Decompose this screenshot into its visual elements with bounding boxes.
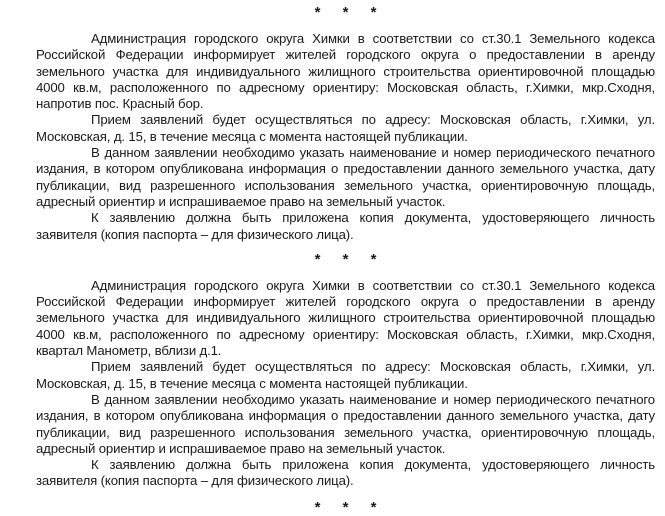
notice-1-application-address-paragraph: Прием заявлений будет осуществляться по адресу: Московская область, г.Химки, ул. Московская, д. 15, в течение месяца с момента настоящей публикации. <box>36 112 655 144</box>
section-separator-bottom: * * * <box>314 498 386 516</box>
newspaper-notices-column <box>36 0 655 516</box>
notice-2-application-address-paragraph: Прием заявлений будет осуществляться по адресу: Московская область, г.Химки, ул. Московская, д. 15, в течение месяца с момента настоящей публикации. <box>36 359 655 391</box>
notice-1-announcement-paragraph: Администрация городского округа Химки в соответствии со ст.30.1 Земельного кодекса Российской Федерации информирует жителей городского округа о предоставлении в аренду земельного участка для индивидуального жилищного строительства ориентировочной площадью 4000 кв.м, расположенного по адресному ориентиру: Московская область, г.Химки, мкр.Сходня, напротив пос. Красный бор. <box>36 31 655 112</box>
notice-2-documents-paragraph: К заявлению должна быть приложена копия документа, удостоверяющего личность заявителя (копия паспорта – для физического лица). <box>36 457 655 489</box>
notice-2-application-requirements-paragraph: В данном заявлении необходимо указать наименование и номер периодического печатного издания, в котором опубликована информация о предоставлении данного земельного участка, дату публикации, вид разрешенного использования земельного участка, ориентировочную площадь, адресный ориентир и испрашиваемое право на земельный участок. <box>36 391 655 456</box>
section-separator-middle: * * * <box>314 250 386 268</box>
notice-1 <box>36 31 655 243</box>
notice-2-announcement-paragraph: Администрация городского округа Химки в соответствии со ст.30.1 Земельного кодекса Российской Федерации информирует жителей городского округа о предоставлении в аренду земельного участка для индивидуального жилищного строительства ориентировочной площадью 4000 кв.м, расположенного по адресному ориентиру: Московская область, г.Химки, мкр.Сходня, квартал Манометр, вблизи д.1. <box>36 277 655 359</box>
notice-1-documents-paragraph: К заявлению должна быть приложена копия документа, удостоверяющего личность заявителя (копия паспорта – для физического лица). <box>36 210 655 242</box>
notice-1-application-requirements-paragraph: В данном заявлении необходимо указать наименование и номер периодического печатного издания, в котором опубликована информация о предоставлении данного земельного участка, дату публикации, вид разрешенного использования земельного участка, ориентировочную площадь, адресный ориентир и испрашиваемое право на земельный участок. <box>36 145 655 209</box>
notice-2 <box>36 278 655 490</box>
section-separator-top: * * * <box>314 4 386 21</box>
